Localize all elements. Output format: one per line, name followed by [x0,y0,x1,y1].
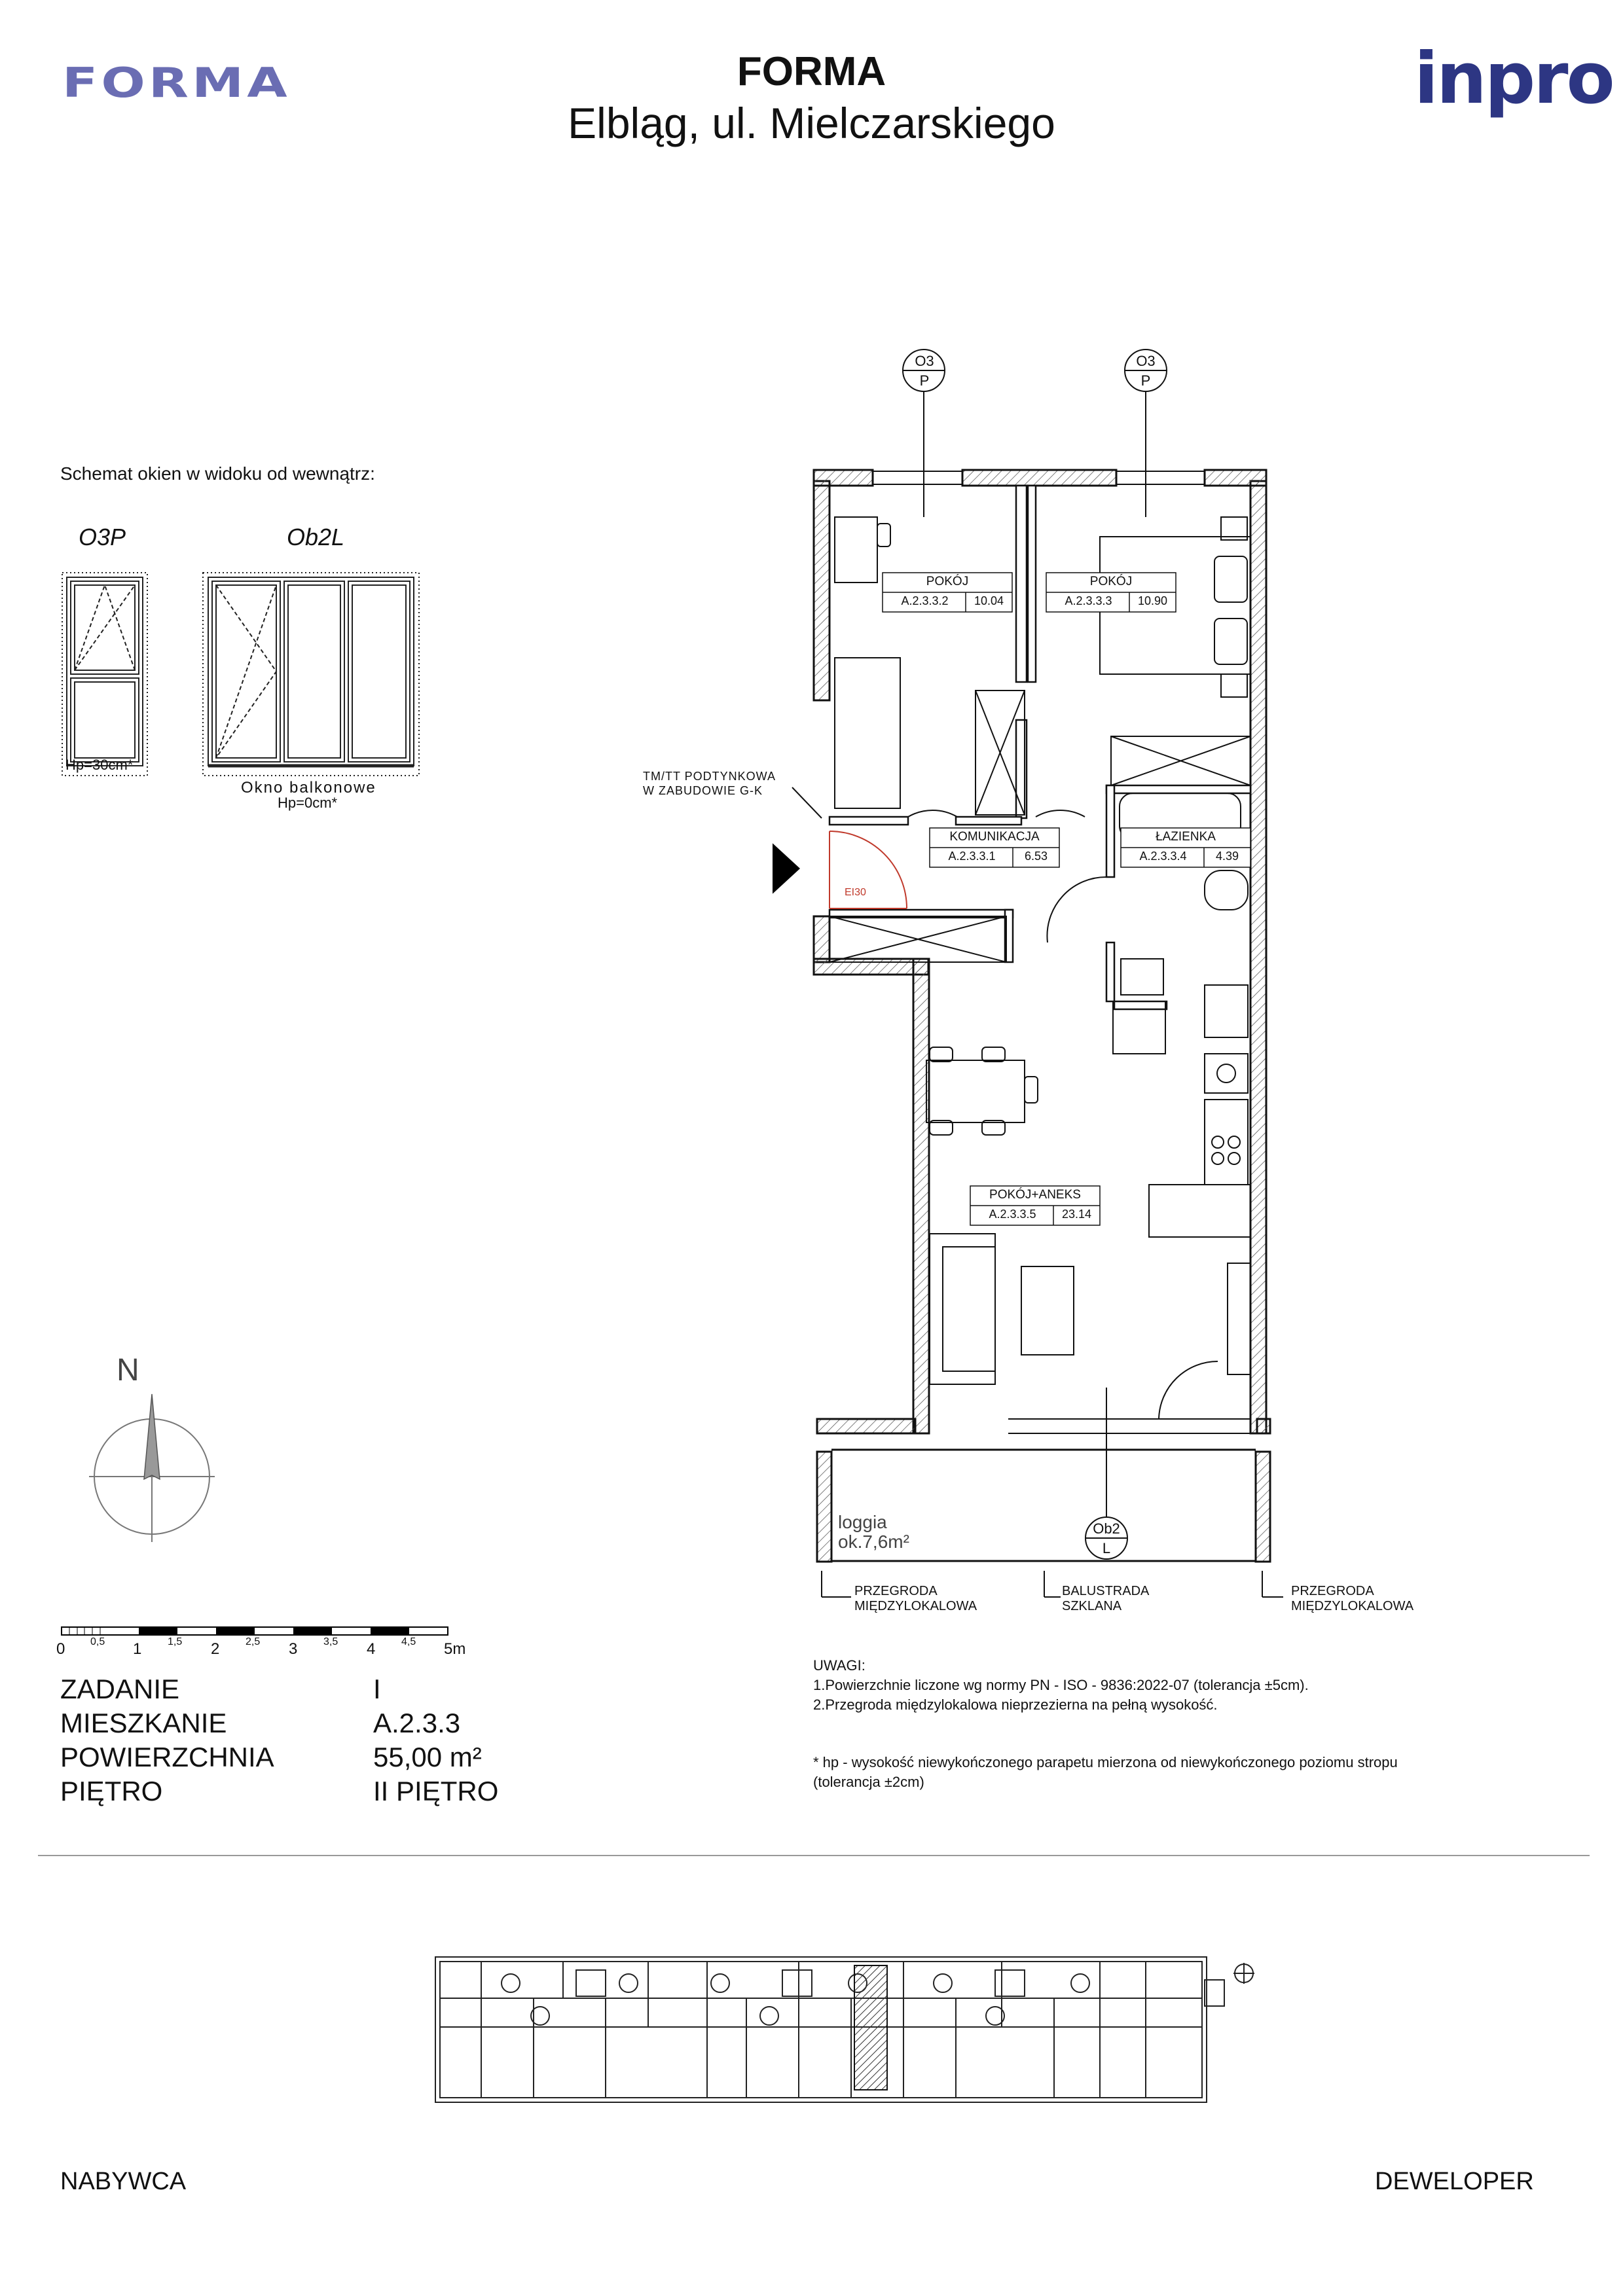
window-tag-1-top: O3 [915,353,934,369]
page-subtitle: Elbląg, ul. Mielczarskiego [568,99,1055,147]
scale-tick-35: 3,5 [323,1636,338,1647]
wardrobes [830,691,1250,962]
window-ob2l-hp: Hp=0cm* [278,795,338,811]
scale-tick-05: 0,5 [90,1636,105,1647]
room-3-code: A.2.3.3.1 [948,850,996,863]
room-2-name: POKÓJ [1089,575,1133,588]
room-4-name: ŁAZIENKA [1156,830,1216,844]
room-5-name: POKÓJ+ANEKS [989,1188,1081,1202]
balcony-tag-top: Ob2 [1093,1520,1120,1537]
przegroda-right-1: PRZEGRODA [1291,1584,1374,1598]
balustrada-1: BALUSTRADA [1062,1584,1150,1598]
window-o3p-drawing [62,573,147,776]
room-3-area: 6.53 [1024,850,1048,863]
przegroda-left-2: MIĘDZYLOKALOWA [854,1599,977,1613]
info-label-zadanie: ZADANIE [60,1674,180,1704]
window-ob2l-name: Ob2L [287,524,345,550]
przegroda-left-1: PRZEGRODA [854,1584,938,1598]
window-schema-drawings [59,569,426,779]
room-1-code: A.2.3.3.2 [901,594,949,607]
room-2-area: 10.90 [1137,594,1168,607]
tm-note-line2: W ZABUDOWIE G-K [643,784,763,797]
room-1-area: 10.04 [974,594,1004,607]
outer-walls [814,470,1270,1562]
entrance-arrow [773,831,800,906]
loggia-area: ok.7,6m² [838,1532,909,1552]
scale-tick-15: 1,5 [168,1636,183,1647]
info-value-powierzchnia: 55,00 m² [373,1742,482,1772]
info-value-pietro: II PIĘTRO [373,1776,499,1806]
footer-developer: DEWELOPER [1375,2168,1534,2195]
interior-doors [908,810,1218,1419]
furniture [835,517,1250,1384]
window-ob2l-caption: Okno balkonowe [241,779,376,797]
door-rating: EI30 [845,887,866,898]
room-5-area: 23.14 [1061,1208,1092,1221]
przegroda-right-2: MIĘDZYLOKALOWA [1291,1599,1414,1613]
loggia-label: loggia [838,1512,887,1532]
tm-note-line1: TM/TT PODTYNKOWA [643,770,776,783]
notes-title: UWAGI: [813,1657,866,1674]
window-ob2l-drawing [203,573,419,776]
window-tag-2-bottom: P [1140,372,1151,389]
compass-north: N [117,1353,139,1388]
window-o3p-hp: Hp=30cm* [65,757,134,773]
compass-icon [85,1348,229,1545]
info-label-mieszkanie: MIESZKANIE [60,1708,227,1738]
balustrada-2: SZKLANA [1062,1599,1122,1613]
scale-tick-4: 4 [367,1640,376,1658]
scale-tick-3: 3 [289,1640,298,1658]
room-5-code: A.2.3.3.5 [989,1208,1036,1221]
balcony-tag-bottom: L [1102,1540,1111,1556]
room-4-area: 4.39 [1215,850,1239,863]
room-1-name: POKÓJ [926,575,969,588]
room-2-code: A.2.3.3.3 [1065,594,1112,607]
scale-tick-0: 0 [56,1640,65,1658]
footer-buyer: NABYWCA [60,2168,187,2195]
divider [38,1855,1590,1856]
scale-tick-2: 2 [211,1640,220,1658]
page-title: FORMA [737,49,886,94]
info-value-mieszkanie: A.2.3.3 [373,1708,461,1738]
notes-line2: 2.Przegroda międzylokalowa nieprzezierna na pełną wysokość. [813,1696,1218,1713]
notes-footnote1: * hp - wysokość niewykończonego parapetu mierzona od niewykończonego poziomu stropu [813,1754,1398,1770]
window-o3p-name: O3P [79,524,126,550]
room-4-code: A.2.3.3.4 [1139,850,1187,863]
notes-footnote2: (tolerancja ±2cm) [813,1774,924,1790]
room-label-boxes [883,573,1250,1225]
scale-tick-1: 1 [133,1640,142,1658]
forma-logo: FORMA [62,59,291,107]
info-label-powierzchnia: POWIERZCHNIA [60,1742,274,1772]
notes-line1: 1.Powierzchnie liczone wg normy PN - ISO - 9836:2022-07 (tolerancja ±5cm). [813,1677,1309,1693]
scale-tick-25: 2,5 [246,1636,261,1647]
floor-plan [773,340,1362,1636]
room-3-name: KOMUNIKACJA [949,830,1040,844]
key-plan [432,1954,1270,2111]
info-label-pietro: PIĘTRO [60,1776,163,1806]
window-tag-1-bottom: P [919,372,930,389]
window-schema-caption: Schemat okien w widoku od wewnątrz: [60,463,375,484]
inpro-logo: inpro [1414,38,1613,120]
scale-tick-45: 4,5 [401,1636,416,1647]
entrance-door [830,831,907,908]
info-value-zadanie: I [373,1674,381,1704]
scale-tick-5: 5m [444,1640,466,1658]
interior-walls [830,486,1250,1009]
window-tag-2-top: O3 [1136,353,1156,369]
